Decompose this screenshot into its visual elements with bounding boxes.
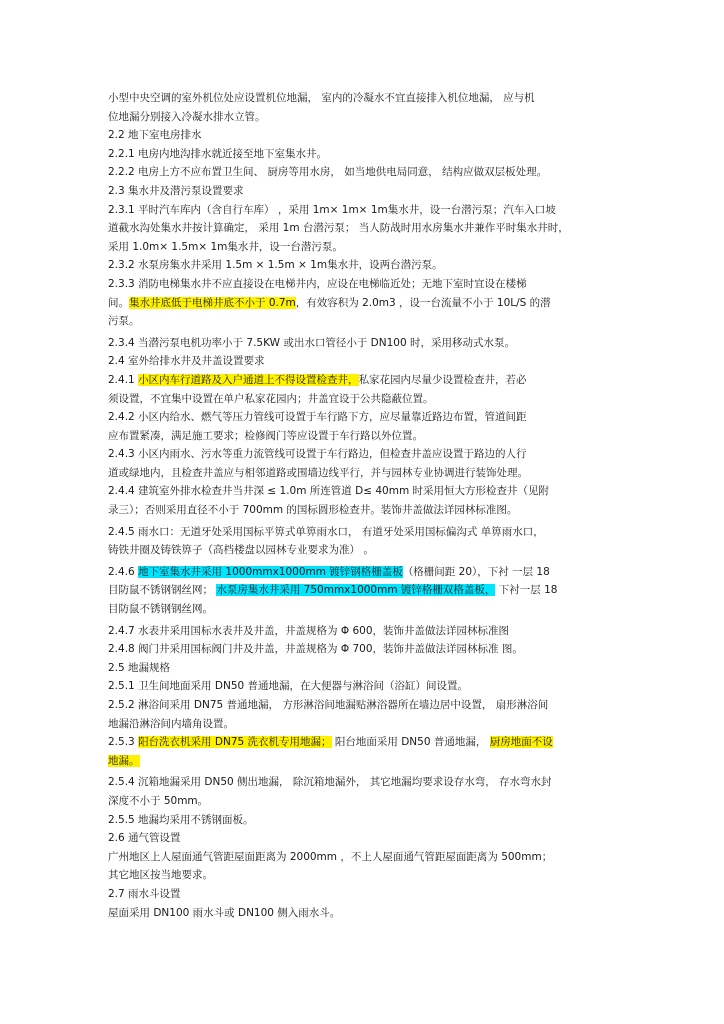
- text-segment: 2.3 集水井及潜污泵设置要求: [108, 184, 244, 197]
- highlighted-text-yellow: 集水井底低于电梯井底不小于 0.7m: [129, 296, 296, 309]
- text-line: [108, 126, 616, 145]
- text-segment: 位地漏分别接入冷凝水排水立管。: [108, 110, 266, 123]
- text-line: [108, 866, 616, 885]
- document-body: [108, 89, 616, 922]
- text-segment: 广州地区上人屋面通气管距屋面距离为 2000mm ，不上人屋面通气管距屋面距离为 500mm；: [108, 850, 553, 863]
- text-segment: 2.6 通气管设置: [108, 832, 181, 845]
- text-line: [108, 792, 616, 811]
- text-segment: 2.4.6: [108, 565, 139, 578]
- text-line: [108, 371, 616, 390]
- text-line: [108, 445, 616, 464]
- text-line: [108, 145, 616, 164]
- text-line: [108, 427, 616, 446]
- text-segment: 2.4.7 水表井采用国标水表井及井盖，井盖规格为 Φ 600，装饰井盖做法详园林标准图: [108, 624, 510, 637]
- text-segment: 2.4.8 阀门井采用国标阀门井及井盖，井盖规格为 Φ 700，装饰井盖做法详园林标准 图。: [108, 643, 523, 656]
- highlighted-text-yellow: 小区内车行道路及入户通道上不得设置检查井，: [138, 373, 359, 386]
- text-line: [108, 464, 616, 483]
- text-segment: 下衬一层 18: [495, 584, 558, 597]
- text-segment: 目防鼠不锈钢钢丝网；: [108, 584, 217, 597]
- text-segment: 目防鼠不锈钢钢丝网。: [108, 603, 213, 616]
- text-segment: 2.3.3 消防电梯集水井不应直接设在电梯井内，应设在电梯临近处；无地下室时宜设在楼梯: [108, 277, 527, 290]
- text-segment: 道或绿地内，且检查井盖应与相邻道路或围墙边线平行，并与园林专业协调进行装饰处理。: [108, 466, 528, 479]
- text-segment: 2.4.1: [108, 373, 139, 386]
- text-line: [108, 640, 616, 659]
- text-line: [108, 219, 616, 238]
- text-line: [108, 256, 616, 275]
- text-line: [108, 89, 616, 108]
- text-line: [108, 563, 616, 582]
- highlighted-text-cyan: 地下室集水井采用 1000mmx1000mm 镀锌钢格栅盖板: [138, 565, 403, 578]
- text-line: [108, 275, 616, 294]
- highlighted-text-yellow: 厨房地面不设: [489, 736, 553, 749]
- text-line: [108, 696, 616, 715]
- text-segment: 污泵。: [108, 315, 140, 328]
- text-segment: 2.3.2 水泵房集水井采用 1.5m × 1.5m × 1m集水井，设两台潜污泵。: [108, 259, 443, 272]
- text-segment: 2.5.5 地漏均采用不锈钢面板。: [108, 813, 254, 826]
- text-segment: 2.2 地下室电房排水: [108, 129, 202, 142]
- text-line: [108, 811, 616, 830]
- text-segment: 2.2.2 电房上方不应布置卫生间、 厨房等用水房， 如当地供电局同意， 结构应做双层板处理。: [108, 166, 548, 179]
- text-line: [108, 904, 616, 923]
- text-line: [108, 622, 616, 641]
- text-line: [108, 581, 616, 600]
- text-line: [108, 885, 616, 904]
- text-segment: 阳台地面采用 DN50 普通地漏，: [331, 736, 490, 749]
- text-line: [108, 334, 616, 353]
- text-line: [108, 715, 616, 734]
- text-segment: 2.7 雨水斗设置: [108, 887, 181, 900]
- text-segment: 录三）；否则采用直径不小于 700mm 的国标圆形检查井。装饰井盖做法详园林标准图。: [108, 504, 518, 517]
- text-segment: ，有效容积为 2.0m3 ，设一台流量不小于 10L/S 的潜: [295, 296, 551, 309]
- text-line: [108, 482, 616, 501]
- text-line: [108, 541, 616, 560]
- text-segment: 2.4.4 建筑室外排水检查井当井深 ≤ 1.0m 所连管道 D≤ 40mm 时采用恒大方形检查井（见附: [108, 485, 550, 498]
- highlighted-text-yellow: 阳台洗衣机采用 DN75 洗衣机专用地漏；: [138, 736, 332, 749]
- text-segment: 采用 1.0m× 1.5m× 1m集水井，设一台潜污泵。: [108, 240, 343, 253]
- text-segment: 2.3.1 平时汽车库内（含自行车库） ，采用 1m× 1m× 1m集水井，设一台潜污泵；汽车入口坡: [108, 203, 556, 216]
- text-line: [108, 600, 616, 619]
- text-line: [108, 294, 616, 313]
- text-line: [108, 523, 616, 542]
- text-segment: 2.4 室外给排水井及井盖设置要求: [108, 355, 265, 368]
- text-line: [108, 108, 616, 127]
- text-line: [108, 182, 616, 201]
- text-segment: 地漏沿淋浴间内墙角设置。: [108, 717, 234, 730]
- text-segment: 2.5 地漏规格: [108, 661, 171, 674]
- text-segment: 须设置，不宜集中设置在单户私家花园内；井盖宜设于公共隐蔽位置。: [108, 392, 434, 405]
- text-segment: 2.4.2 小区内给水、燃气等压力管线可设置于车行路下方，应尽量靠近路边布置，管道间距: [108, 411, 527, 424]
- text-line: [108, 659, 616, 678]
- text-line: [108, 312, 616, 331]
- text-segment: 私家花园内尽量少设置检查井，若必: [358, 373, 527, 386]
- text-segment: 2.2.1 电房内地沟排水就近接至地下室集水井。: [108, 147, 328, 160]
- text-segment: 2.5.2 淋浴间采用 DN75 普通地漏， 方形淋浴间地漏贴淋浴器所在墙边居中设置， 扇形淋浴间: [108, 699, 549, 711]
- text-line: [108, 848, 616, 867]
- text-line: [108, 773, 616, 792]
- text-segment: 应布置紧凑，满足施工要求；检修阀门等应设置于车行路以外位置。: [108, 429, 423, 442]
- text-line: [108, 238, 616, 257]
- text-line: [108, 163, 616, 182]
- text-line: [108, 752, 616, 771]
- text-segment: 2.4.3 小区内雨水、污水等重力流管线可设置于车行路边，但检查井盖应设置于路边的人行: [108, 448, 527, 461]
- text-line: [108, 352, 616, 371]
- text-segment: 深度不小于 50mm。: [108, 794, 209, 807]
- text-segment: 2.5.4 沉箱地漏采用 DN50 侧出地漏， 除沉箱地漏外， 其它地漏均要求设存水弯， 存水弯水封: [108, 776, 552, 789]
- text-segment: 道截水沟处集水井按计算确定， 采用 1m 台潜污泵； 当人防战时用水房集水井兼作平时集水井时，: [108, 222, 569, 235]
- text-line: [108, 829, 616, 848]
- text-line: [108, 390, 616, 409]
- text-segment: （格栅间距 20），下衬 一层 18: [402, 565, 550, 578]
- text-line: [108, 201, 616, 220]
- text-segment: 间。: [108, 296, 129, 309]
- text-line: [108, 501, 616, 520]
- text-segment: 铸铁井圈及铸铁箅子（高档楼盘以园林专业要求为准） 。: [108, 544, 374, 557]
- text-segment: 小型中央空调的室外机位处应设置机位地漏， 室内的冷凝水不宜直接排入机位地漏， 应与机: [108, 92, 535, 104]
- text-segment: 2.5.1 卫生间地面采用 DN50 普通地漏，在大便器与淋浴间（浴缸）间设置。: [108, 680, 469, 693]
- text-line: [108, 408, 616, 427]
- text-line: [108, 733, 616, 752]
- text-segment: 2.4.5 雨水口：无道牙处采用国标平箅式单箅雨水口， 有道牙处采用国标偏沟式 单箅雨水口，: [108, 525, 544, 538]
- text-segment: 屋面采用 DN100 雨水斗或 DN100 侧入雨水斗。: [108, 906, 341, 919]
- highlighted-text-yellow: 地漏。: [108, 754, 140, 767]
- text-segment: 2.5.3: [108, 736, 139, 749]
- text-segment: 2.3.4 当潜污泵电机功率小于 7.5KW 或出水口管径小于 DN100 时，采用移动式水泵。: [108, 336, 515, 349]
- text-line: [108, 677, 616, 696]
- text-segment: 其它地区按当地要求。: [108, 869, 213, 882]
- highlighted-text-cyan: 水泵房集水井采用 750mmx1000mm 镀锌格栅双格盖板，: [216, 584, 496, 597]
